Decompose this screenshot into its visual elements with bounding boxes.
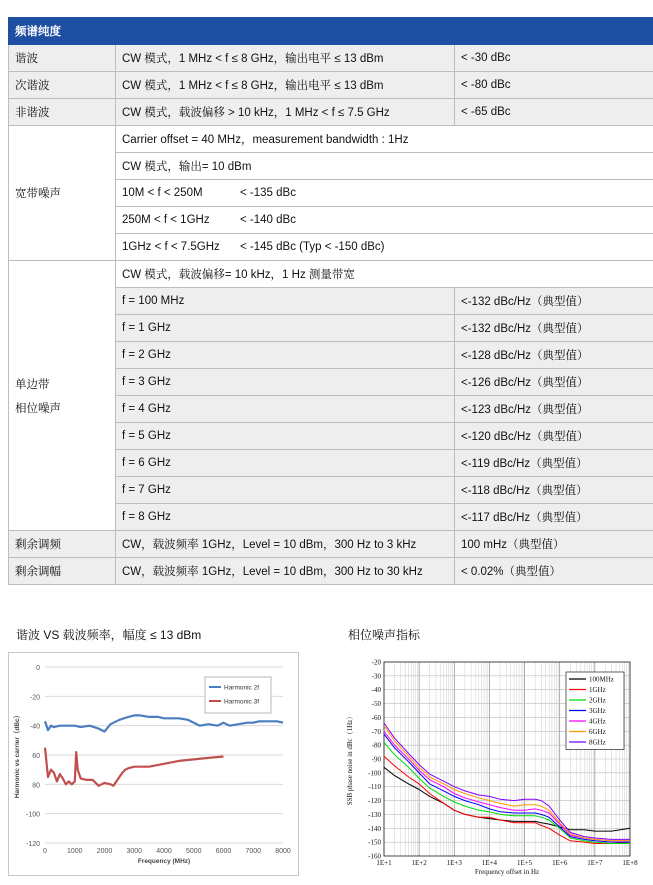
y-tick-label: 0 xyxy=(36,665,40,672)
row-condition: CW 模式，载波偏移 > 10 kHz，1 MHz < f ≤ 7.5 GHz xyxy=(116,99,455,126)
spectral-purity-table xyxy=(8,17,653,585)
x-tick-label: 1E+3 xyxy=(446,859,462,867)
y-tick-label: -110 xyxy=(368,783,381,792)
legend-label: Harmonic 2f xyxy=(224,684,260,692)
ssb-value: <-119 dBc/Hz（典型值） xyxy=(455,450,653,477)
table-row xyxy=(9,45,653,72)
y-tick-label: -120 xyxy=(368,797,381,806)
phase-noise-chart-frame xyxy=(340,652,645,880)
broadband-value: < -145 dBc (Typ < -150 dBc) xyxy=(240,241,385,253)
legend-box xyxy=(205,677,271,713)
row-name: 次谐波 xyxy=(9,72,116,99)
row-value: 100 mHz（典型值） xyxy=(455,531,653,558)
x-tick-label: 4000 xyxy=(156,848,172,855)
y-tick-label: 60 xyxy=(32,753,40,760)
table-row xyxy=(9,261,653,288)
series-line-harmonic-2f xyxy=(45,715,283,731)
x-tick-label: 5000 xyxy=(185,848,202,855)
ssb-name-line-1: 单边带 xyxy=(15,378,50,391)
broadband-value: < -135 dBc xyxy=(240,187,296,199)
y-tick-label: -50 xyxy=(371,700,381,709)
x-tick-label: 1E+5 xyxy=(516,859,533,867)
table-row xyxy=(9,531,653,558)
table-title: 频谱纯度 xyxy=(9,18,653,45)
row-value: < -30 dBc xyxy=(455,45,653,72)
y-tick-label: -60 xyxy=(371,713,381,722)
y-tick-label: -150 xyxy=(368,838,381,847)
y-tick-label: -70 xyxy=(371,727,381,736)
table-header-row xyxy=(9,18,653,45)
legend-label: Harmonic 3f xyxy=(224,698,260,706)
row-name: 剩余调幅 xyxy=(9,558,116,585)
ssb-freq: f = 100 MHz xyxy=(116,288,455,315)
table-row xyxy=(9,72,653,99)
y-tick-label: -100 xyxy=(368,769,381,778)
x-tick-label: 8000 xyxy=(275,848,291,855)
table-row xyxy=(9,99,653,126)
row-condition: CW，载波频率 1GHz，Level = 10 dBm，300 Hz to 30 kHz xyxy=(116,558,455,585)
broadband-range-row xyxy=(116,234,653,261)
ssb-value: <-126 dBc/Hz（典型值） xyxy=(455,369,653,396)
ssb-freq: f = 4 GHz xyxy=(116,396,455,423)
x-tick-label: 7000 xyxy=(245,848,262,855)
broadband-line-2: CW 模式，输出= 10 dBm xyxy=(116,153,653,180)
legend-label: 4GHz xyxy=(589,717,606,726)
x-tick-label: 0 xyxy=(43,848,47,855)
y-tick-label: -130 xyxy=(368,810,381,819)
x-tick-label: 6000 xyxy=(215,848,232,855)
x-tick-label: 2000 xyxy=(96,848,113,855)
table-row xyxy=(9,558,653,585)
row-condition: CW 模式，1 MHz < f ≤ 8 GHz，输出电平 ≤ 13 dBm xyxy=(116,45,455,72)
legend-label: 100MHz xyxy=(589,675,614,684)
ssb-value: <-118 dBc/Hz（典型值） xyxy=(455,477,653,504)
legend-label: 6GHz xyxy=(589,728,606,736)
ssb-condition: CW 模式，载波偏移= 10 kHz，1 Hz 测量带宽 xyxy=(116,261,653,288)
harmonic-chart-caption: 谐波 VS 载波频率，幅度 ≤ 13 dBm xyxy=(16,628,202,642)
phase-noise-chart xyxy=(340,652,645,880)
y-tick-label: -30 xyxy=(371,672,381,681)
row-value: < -80 dBc xyxy=(455,72,653,99)
ssb-freq: f = 7 GHz xyxy=(116,477,455,504)
series-line-harmonic-3f xyxy=(45,748,224,786)
y-tick-label: -160 xyxy=(368,852,381,861)
table-row xyxy=(9,126,653,153)
ssb-value: <-117 dBc/Hz（典型值） xyxy=(455,504,653,531)
y-tick-label: -20 xyxy=(29,694,40,702)
legend-label: 3GHz xyxy=(589,707,606,715)
ssb-freq: f = 3 GHz xyxy=(116,369,455,396)
ssb-phase-noise-name xyxy=(9,261,116,531)
broadband-range-row xyxy=(116,180,653,207)
ssb-value: <-132 dBc/Hz（典型值） xyxy=(455,315,653,342)
y-tick-label: -140 xyxy=(368,824,381,833)
broadband-line-1: Carrier offset = 40 MHz，measurement bandwidth : 1Hz xyxy=(116,126,653,153)
legend-label: 1GHz xyxy=(589,686,606,694)
y-tick-label: -120 xyxy=(25,841,40,848)
broadband-noise-name: 宽带噪声 xyxy=(9,126,116,261)
x-tick-label: 1E+7 xyxy=(587,859,603,867)
x-tick-label: 1E+8 xyxy=(622,859,638,867)
phase-noise-chart-caption: 相位噪声指标 xyxy=(348,628,421,642)
row-value: < -65 dBc xyxy=(455,99,653,126)
ssb-value: <-123 dBc/Hz（典型值） xyxy=(455,396,653,423)
ssb-freq: f = 8 GHz xyxy=(116,504,455,531)
legend-label: 2GHz xyxy=(589,696,606,705)
row-condition: CW，载波频率 1GHz，Level = 10 dBm，300 Hz to 3 kHz xyxy=(116,531,455,558)
broadband-value: < -140 dBc xyxy=(240,214,296,226)
ssb-freq: f = 1 GHz xyxy=(116,315,455,342)
harmonic-chart xyxy=(9,653,298,875)
legend-label: 8GHz xyxy=(589,738,606,747)
y-axis-label: SSB phase noise in dBc（1Hz） xyxy=(346,712,354,806)
y-tick-label: -40 xyxy=(29,723,40,731)
harmonic-chart-frame xyxy=(8,652,299,876)
row-name: 谐波 xyxy=(9,45,116,72)
ssb-value: <-120 dBc/Hz（典型值） xyxy=(455,423,653,450)
x-tick-label: 1000 xyxy=(66,848,83,855)
x-tick-label: 1E+4 xyxy=(481,859,498,867)
y-tick-label: -80 xyxy=(371,741,381,750)
broadband-range: 1GHz < f < 7.5GHz xyxy=(122,241,220,253)
ssb-value: <-128 dBc/Hz（典型值） xyxy=(455,342,653,369)
row-condition: CW 模式，1 MHz < f ≤ 8 GHz，输出电平 ≤ 13 dBm xyxy=(116,72,455,99)
y-tick-label: 80 xyxy=(32,782,40,790)
ssb-freq: f = 2 GHz xyxy=(116,342,455,369)
y-tick-label: -100 xyxy=(25,811,40,819)
x-axis-label: Frequency (MHz) xyxy=(137,858,191,865)
broadband-range: 10M < f < 250M xyxy=(122,187,203,199)
ssb-value: <-132 dBc/Hz（典型值） xyxy=(455,288,653,315)
ssb-freq: f = 5 GHz xyxy=(116,423,455,450)
y-tick-label: -90 xyxy=(371,755,381,764)
row-name: 非谐波 xyxy=(9,99,116,126)
x-axis-label: Frequency offset in Hz xyxy=(474,868,540,876)
ssb-name-line-2: 相位噪声 xyxy=(15,402,61,415)
y-tick-label: -40 xyxy=(371,686,381,695)
row-name: 剩余调频 xyxy=(9,531,116,558)
y-tick-label: -20 xyxy=(371,658,381,667)
x-tick-label: 1E+1 xyxy=(376,859,392,867)
broadband-range-row xyxy=(116,207,653,234)
broadband-range: 250M < f < 1GHz xyxy=(122,214,210,226)
y-axis-label: Harmonic vs carrier（dBc） xyxy=(14,711,21,799)
ssb-freq: f = 6 GHz xyxy=(116,450,455,477)
x-tick-label: 1E+6 xyxy=(552,859,568,867)
x-tick-label: 1E+2 xyxy=(411,859,427,867)
row-value: < 0.02%（典型值） xyxy=(455,558,653,585)
x-tick-label: 3000 xyxy=(126,848,143,855)
